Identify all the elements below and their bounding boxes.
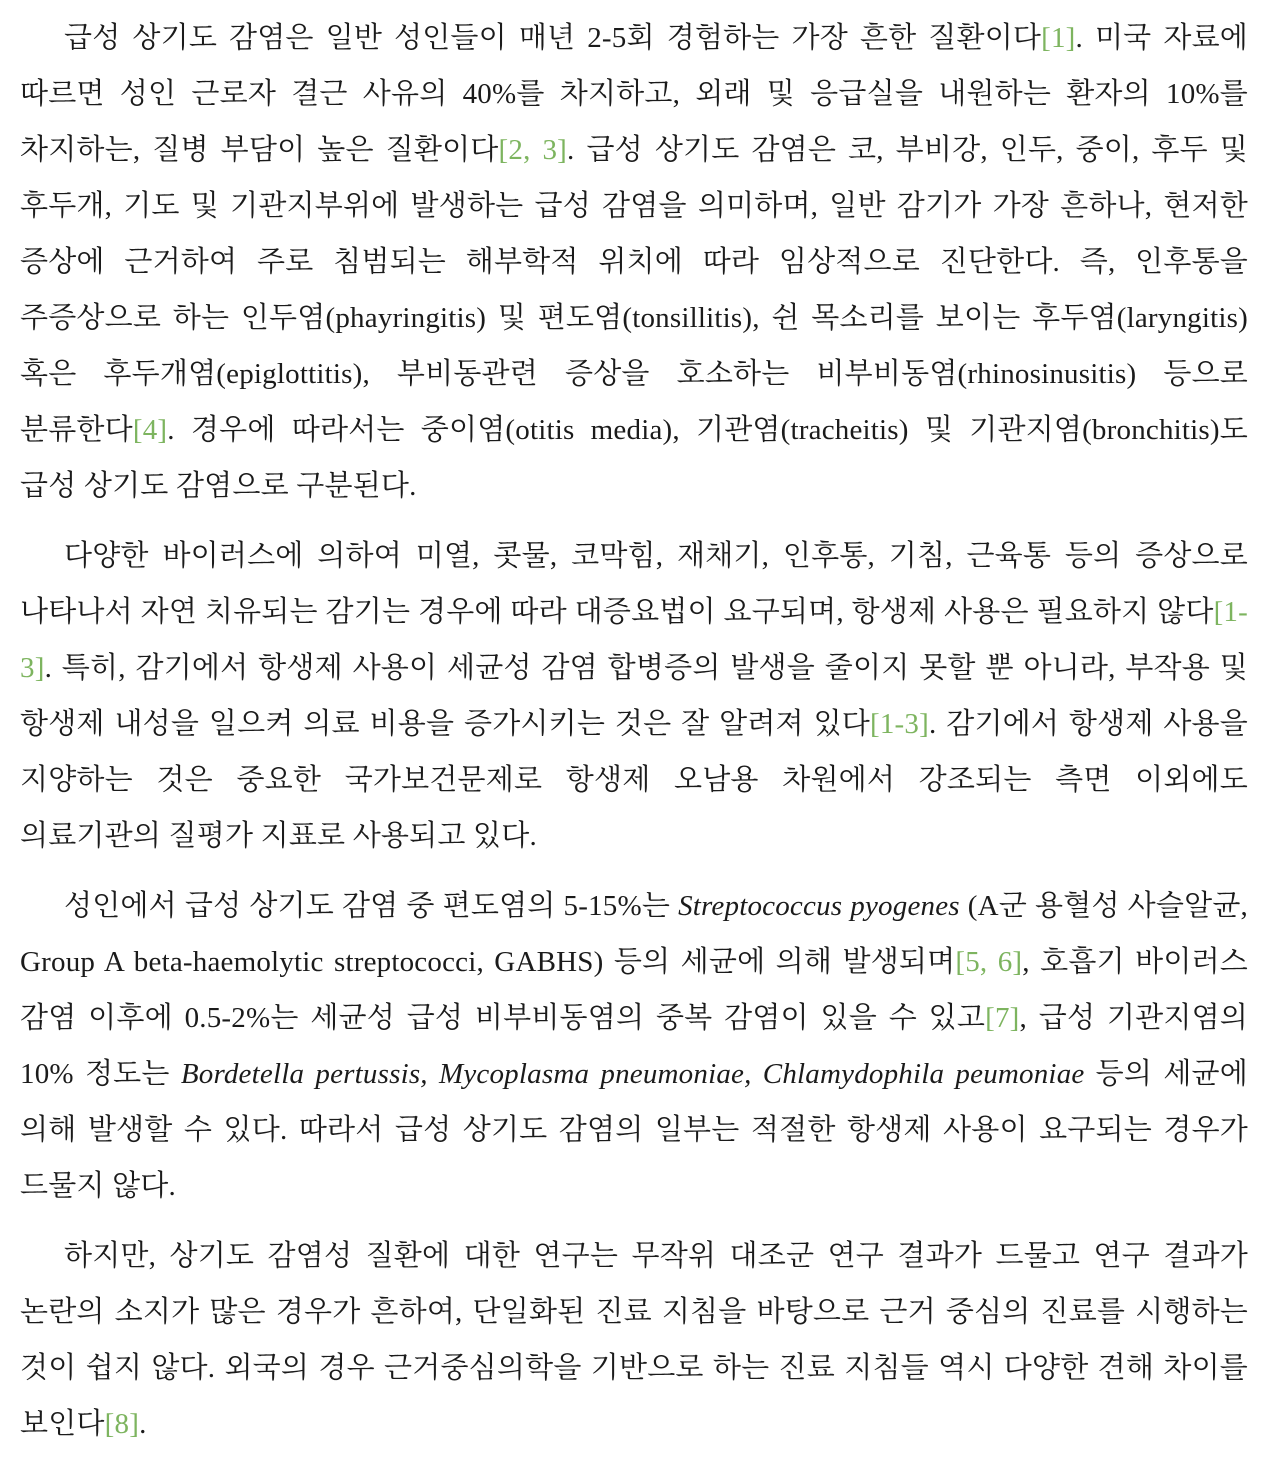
species-name: Streptococcus pyogenes [678, 890, 960, 922]
text-run: 하지만, 상기도 감염성 질환에 대한 연구는 무작위 대조군 연구 결과가 드물고 연구 결과가 논란의 소지가 많은 경우가 흔하여, 단일화된 진료 지침을 바탕으로 근거 중심의 진료를 시행하는 것이 쉽지 않다. 외국의 경우 근거중심의학을 기반으로 하는 진료 지침들 역시 다양한 견해 차이를 보인다 [20, 1240, 1248, 1440]
citation-link[interactable]: [5, 6] [955, 946, 1023, 978]
paragraph [20, 878, 1248, 1214]
citation-link[interactable]: [8] [104, 1408, 140, 1440]
citation-link[interactable]: [1-3] [20, 596, 1248, 684]
citation-link[interactable]: [1] [1041, 22, 1076, 54]
text-run: , 호흡기 바이러스 감염 이후에 0.5-2%는 세균성 급성 비부비동염의 중복 감염이 있을 수 있고 [20, 946, 1249, 1034]
species-name: Bordetella pertussis, Mycoplasma pneumoniae, Chlamydophila peumoniae [180, 1058, 1085, 1090]
text-run: 성인에서 급성 상기도 감염 중 편도염의 5-15%는 [64, 890, 679, 922]
paragraph [20, 10, 1248, 514]
text-run: . 급성 상기도 감염은 코, 부비강, 인두, 중이, 후두 및 후두개, 기도 및 기관지부위에 발생하는 급성 감염을 의미하며, 일반 감기가 가장 흔하나, 현저한 증상에 근거하여 주로 침범되는 해부학적 위치에 따라 임상적으로 진단한다. 즉, 인후통을 주증상으로 하는 인두염(phayringitis) 및 편도염(tonsillitis), 쉰 목소리를 보이는 후두염(laryngitis) 혹은 후두개염(epiglottitis), 부비동관련 증상을 호소하는 비부비동염(rhinosinusitis) 등으로 분류한다 [20, 134, 1249, 446]
text-run: . 경우에 따라서는 중이염(otitis media), 기관염(tracheitis) 및 기관지염(bronchitis)도 급성 상기도 감염으로 구분된다. [20, 414, 1248, 502]
citation-link[interactable]: [2, 3] [498, 134, 568, 166]
citation-link[interactable]: [7] [985, 1002, 1020, 1034]
citation-link[interactable]: [4] [132, 414, 168, 446]
text-run: . 감기에서 항생제 사용을 지양하는 것은 중요한 국가보건문제로 항생제 오남용 차원에서 강조되는 측면 이외에도 의료기관의 질평가 지표로 사용되고 있다. [20, 708, 1248, 852]
text-run: . 특히, 감기에서 항생제 사용이 세균성 감염 합병증의 발생을 줄이지 못할 뿐 아니라, 부작용 및 항생제 내성을 일으켜 의료 비용을 증가시키는 것은 잘 알려져 있다 [20, 652, 1248, 740]
text-run: . [139, 1408, 147, 1440]
paragraph [20, 528, 1248, 864]
text-run: 급성 상기도 감염은 일반 성인들이 매년 2-5회 경험하는 가장 흔한 질환이다 [64, 22, 1042, 54]
paragraph [20, 1228, 1248, 1452]
citation-link[interactable]: [1-3] [870, 708, 929, 740]
text-run: , 급성 기관지염의 10% 정도는 [20, 1002, 1248, 1090]
text-run: . 미국 자료에 따르면 성인 근로자 결근 사유의 40%를 차지하고, 외래 및 응급실을 내원하는 환자의 10%를 차지하는, 질병 부담이 높은 질환이다 [20, 22, 1248, 166]
text-run: 등의 세균에 의해 발생할 수 있다. 따라서 급성 상기도 감염의 일부는 적절한 항생제 사용이 요구되는 경우가 드물지 않다. [20, 1058, 1248, 1202]
text-run: (A군 용혈성 사슬알균, Group A beta-haemolytic streptococci, GABHS) 등의 세균에 의해 발생되며 [20, 890, 1248, 978]
text-run: 다양한 바이러스에 의하여 미열, 콧물, 코막힘, 재채기, 인후통, 기침, 근육통 등의 증상으로 나타나서 자연 치유되는 감기는 경우에 따라 대증요법이 요구되며, 항생제 사용은 필요하지 않다 [20, 540, 1248, 628]
